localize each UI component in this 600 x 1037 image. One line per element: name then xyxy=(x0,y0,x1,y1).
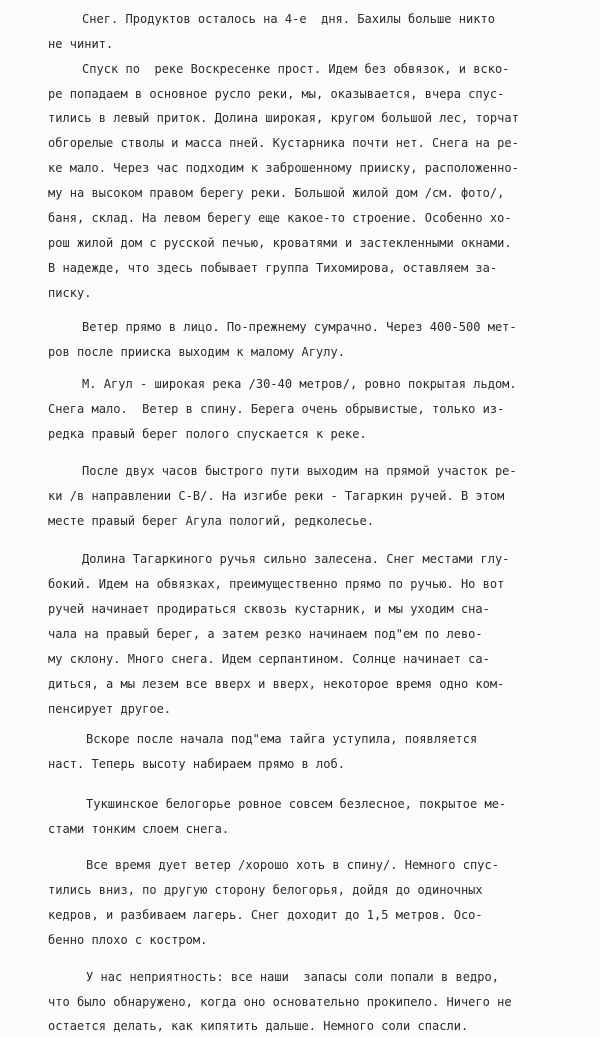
text-line: стами тонким слоем снега. xyxy=(48,822,230,836)
text-line: му склону. Много снега. Идем серпантином. Солнце начинает са- xyxy=(48,652,490,666)
text-line: му на высоком правом берегу реки. Большой жилой дом /см. фото/, xyxy=(48,186,505,200)
text-line: Спуск по реке Воскресенке прост. Идем без обвязок, и вско- xyxy=(82,62,510,76)
text-line: У нас неприятность: все наши запасы соли попали в ведро, xyxy=(86,970,499,984)
text-line: тились в левый приток. Долина широкая, кругом большой лес, торчат xyxy=(48,111,519,125)
text-line: остается делать, как кипятить дальше. Немного соли спасли. xyxy=(48,1019,469,1033)
text-line: ре попадаем в основное русло реки, мы, оказывается, вчера спус- xyxy=(48,87,505,101)
text-line: бокий. Идем на обвязках, преимущественно прямо по ручью. Но вот xyxy=(48,577,505,591)
text-line: баня, склад. На левом берегу еще какое-то строение. Особенно хо- xyxy=(48,211,512,225)
text-line: ке мало. Через час подходим к заброшенному прииску, расположенно- xyxy=(48,161,519,175)
text-line: Все время дует ветер /хорошо хоть в спину/. Немного спус- xyxy=(86,858,499,872)
text-line: Снег. Продуктов осталось на 4-е дня. Бахилы больше никто xyxy=(82,12,495,26)
text-line: Тукшинское белогорье ровное совсем безлесное, покрытое ме- xyxy=(86,797,507,811)
text-line: не чинит. xyxy=(48,37,114,51)
text-line: месте правый берег Агула пологий, редколесье. xyxy=(48,514,375,528)
text-line: После двух часов быстрого пути выходим на прямой участок ре- xyxy=(82,464,517,478)
text-line: ручей начинает продираться сквозь кустарник, и мы уходим сна- xyxy=(48,602,490,616)
text-line: обгорелые стволы и масса пней. Кустарника почти нет. Снега на ре- xyxy=(48,136,519,150)
text-line: что было обнаружено, когда оно основательно прокипело. Ничего не xyxy=(48,995,512,1009)
text-line: ки /в направлении С-В/. На изгибе реки - Тагаркин ручей. В этом xyxy=(48,489,505,503)
text-line: диться, а мы лезем все вверх и вверх, некоторое время одно ком- xyxy=(48,677,505,691)
text-line: наст. Теперь высоту набираем прямо в лоб. xyxy=(48,757,346,771)
text-line: бенно плохо с костром. xyxy=(48,933,208,947)
text-line: Вскоре после начала под"ема тайга уступила, появляется xyxy=(86,732,478,746)
text-line: чала на правый берег, а затем резко начинаем под"ем по лево- xyxy=(48,627,483,641)
text-line: редка правый берег полого спускается к реке. xyxy=(48,427,367,441)
text-line: пенсирует другое. xyxy=(48,702,172,716)
text-line: кедров, и разбиваем лагерь. Снег доходит до 1,5 метров. Осо- xyxy=(48,908,483,922)
text-line: писку. xyxy=(48,286,92,300)
text-line: рош жилой дом с русской печью, кроватями и застекленными окнами. xyxy=(48,236,512,250)
text-line: Долина Тагаркиного ручья сильно залесена. Снег местами глу- xyxy=(82,552,510,566)
text-line: ров после прииска выходим к малому Агулу. xyxy=(48,345,346,359)
text-line: М. Агул - широкая река /30-40 метров/, ровно покрытая льдом. xyxy=(82,377,517,391)
text-line: тились вниз, по другую сторону белогорья, дойдя до одиночных xyxy=(48,883,483,897)
text-line: В надежде, что здесь побывает группа Тихомирова, оставляем за- xyxy=(48,261,498,275)
text-line: Ветер прямо в лицо. По-прежнему сумрачно. Через 400-500 мет- xyxy=(82,320,517,334)
text-line: Снега мало. Ветер в спину. Берега очень обрывистые, только из- xyxy=(48,402,505,416)
